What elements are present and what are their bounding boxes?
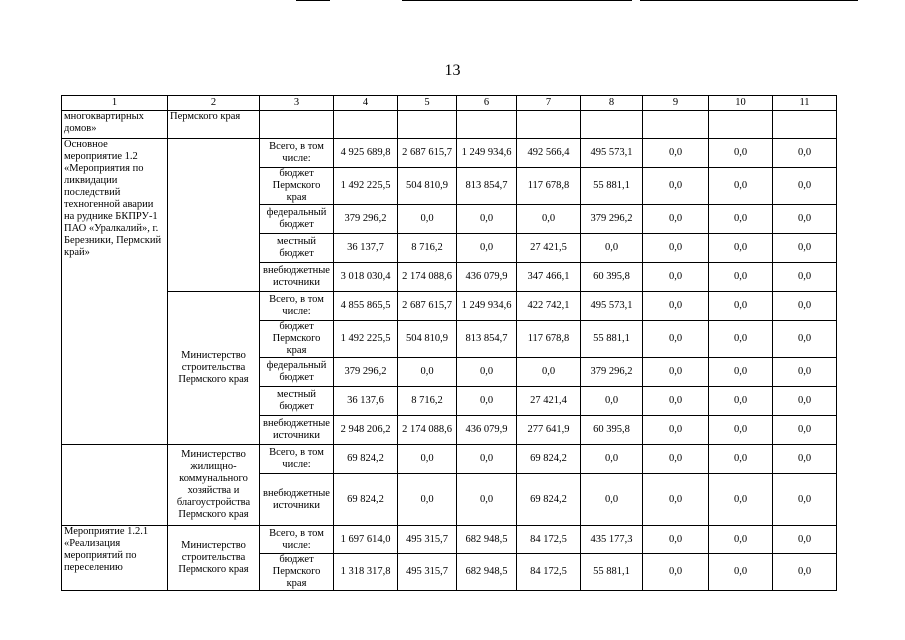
value-cell: 504 810,9 (398, 321, 457, 358)
value-cell: 495 315,7 (398, 554, 457, 591)
value-cell: 4 925 689,8 (334, 139, 398, 168)
source-cell: местный бюджет (260, 234, 334, 263)
value-cell: 1 697 614,0 (334, 526, 398, 554)
table-row (62, 526, 837, 554)
value-cell: 60 395,8 (581, 416, 643, 445)
value-cell: 60 395,8 (581, 263, 643, 292)
top-rule (402, 0, 632, 1)
value-cell: 69 824,2 (517, 445, 581, 474)
value-cell: 504 810,9 (398, 168, 457, 205)
value-cell: 0,0 (709, 416, 773, 445)
value-cell: 0,0 (773, 168, 837, 205)
value-cell: 27 421,5 (517, 234, 581, 263)
source-cell: Всего, в том числе: (260, 292, 334, 321)
value-cell: 0,0 (773, 292, 837, 321)
value-cell: 117 678,8 (517, 168, 581, 205)
value-cell: 495 573,1 (581, 139, 643, 168)
value-cell: 0,0 (457, 205, 517, 234)
value-cell: 0,0 (773, 358, 837, 387)
value-cell: 0,0 (709, 168, 773, 205)
value-cell: 0,0 (643, 416, 709, 445)
executor-cell: Министерство строительства Пермского края (168, 292, 260, 445)
value-cell: 0,0 (517, 358, 581, 387)
value-cell: 2 687 615,7 (398, 292, 457, 321)
value-cell: 422 742,1 (517, 292, 581, 321)
empty-cell (773, 111, 837, 139)
value-cell: 0,0 (643, 321, 709, 358)
value-cell: 0,0 (457, 358, 517, 387)
value-cell: 277 641,9 (517, 416, 581, 445)
value-cell: 682 948,5 (457, 554, 517, 591)
top-rule (640, 0, 858, 1)
value-cell: 0,0 (581, 234, 643, 263)
top-rule (296, 0, 330, 1)
source-cell: местный бюджет (260, 387, 334, 416)
budget-table (61, 95, 837, 591)
value-cell: 0,0 (773, 445, 837, 474)
value-cell: 0,0 (643, 234, 709, 263)
value-cell: 2 948 206,2 (334, 416, 398, 445)
header-cell: 3 (260, 96, 334, 111)
value-cell: 8 716,2 (398, 234, 457, 263)
value-cell: 1 492 225,5 (334, 168, 398, 205)
value-cell: 0,0 (773, 526, 837, 554)
value-cell: 347 466,1 (517, 263, 581, 292)
value-cell: 0,0 (398, 358, 457, 387)
executor-cell: Пермского края (168, 111, 260, 139)
value-cell: 0,0 (643, 387, 709, 416)
measure-name-cell: Мероприятие 1.2.1 «Реализация мероприятий по переселению (62, 526, 168, 591)
value-cell: 682 948,5 (457, 526, 517, 554)
value-cell: 0,0 (398, 445, 457, 474)
value-cell: 3 018 030,4 (334, 263, 398, 292)
value-cell: 492 566,4 (517, 139, 581, 168)
empty-cell (398, 111, 457, 139)
value-cell: 69 824,2 (334, 474, 398, 526)
header-cell: 10 (709, 96, 773, 111)
table-row (62, 445, 837, 474)
header-cell: 2 (168, 96, 260, 111)
value-cell: 435 177,3 (581, 526, 643, 554)
executor-cell (168, 139, 260, 292)
value-cell: 0,0 (643, 205, 709, 234)
source-cell: Всего, в том числе: (260, 526, 334, 554)
value-cell: 0,0 (457, 445, 517, 474)
value-cell: 0,0 (581, 387, 643, 416)
header-cell: 4 (334, 96, 398, 111)
header-cell: 1 (62, 96, 168, 111)
value-cell: 1 318 317,8 (334, 554, 398, 591)
value-cell: 379 296,2 (334, 358, 398, 387)
value-cell: 69 824,2 (517, 474, 581, 526)
value-cell: 0,0 (773, 474, 837, 526)
value-cell: 0,0 (773, 416, 837, 445)
value-cell: 813 854,7 (457, 168, 517, 205)
header-cell: 6 (457, 96, 517, 111)
value-cell: 2 687 615,7 (398, 139, 457, 168)
value-cell: 55 881,1 (581, 554, 643, 591)
value-cell: 0,0 (709, 358, 773, 387)
empty-cell (709, 111, 773, 139)
source-cell: внебюджетные источники (260, 474, 334, 526)
source-cell: Всего, в том числе: (260, 139, 334, 168)
value-cell: 379 296,2 (334, 205, 398, 234)
value-cell: 69 824,2 (334, 445, 398, 474)
value-cell: 0,0 (709, 387, 773, 416)
value-cell: 0,0 (773, 387, 837, 416)
value-cell: 0,0 (709, 139, 773, 168)
value-cell: 0,0 (709, 554, 773, 591)
value-cell: 36 137,7 (334, 234, 398, 263)
value-cell: 0,0 (709, 474, 773, 526)
value-cell: 0,0 (773, 554, 837, 591)
header-cell: 5 (398, 96, 457, 111)
value-cell: 1 249 934,6 (457, 292, 517, 321)
value-cell: 379 296,2 (581, 205, 643, 234)
header-cell: 9 (643, 96, 709, 111)
value-cell: 1 492 225,5 (334, 321, 398, 358)
empty-cell (581, 111, 643, 139)
value-cell: 0,0 (643, 554, 709, 591)
value-cell: 55 881,1 (581, 168, 643, 205)
table-row (62, 139, 837, 168)
value-cell: 0,0 (517, 205, 581, 234)
value-cell: 0,0 (457, 474, 517, 526)
source-cell: бюджет Пермского края (260, 554, 334, 591)
source-cell: бюджет Пермского края (260, 321, 334, 358)
value-cell: 813 854,7 (457, 321, 517, 358)
source-cell: федеральный бюджет (260, 358, 334, 387)
value-cell: 0,0 (709, 321, 773, 358)
value-cell: 0,0 (457, 387, 517, 416)
value-cell: 4 855 865,5 (334, 292, 398, 321)
value-cell: 0,0 (709, 445, 773, 474)
value-cell: 436 079,9 (457, 416, 517, 445)
value-cell: 495 315,7 (398, 526, 457, 554)
measure-name-cell: многоквартирных домов» (62, 111, 168, 139)
header-cell: 7 (517, 96, 581, 111)
measure-name-cell (62, 445, 168, 526)
value-cell: 27 421,4 (517, 387, 581, 416)
value-cell: 2 174 088,6 (398, 263, 457, 292)
empty-cell (457, 111, 517, 139)
value-cell: 0,0 (709, 526, 773, 554)
executor-cell: Министерство строительства Пермского края (168, 526, 260, 591)
value-cell: 0,0 (643, 168, 709, 205)
executor-cell: Министерство жилищно-коммунального хозяйства и благоустройства Пермского края (168, 445, 260, 526)
source-cell: федеральный бюджет (260, 205, 334, 234)
value-cell: 0,0 (581, 445, 643, 474)
value-cell: 0,0 (398, 474, 457, 526)
value-cell: 1 249 934,6 (457, 139, 517, 168)
value-cell: 436 079,9 (457, 263, 517, 292)
value-cell: 0,0 (643, 474, 709, 526)
source-cell: Всего, в том числе: (260, 445, 334, 474)
value-cell: 0,0 (709, 205, 773, 234)
empty-cell (517, 111, 581, 139)
header-row (62, 96, 837, 111)
header-cell: 11 (773, 96, 837, 111)
value-cell: 0,0 (643, 263, 709, 292)
value-cell: 0,0 (773, 139, 837, 168)
table-row (62, 111, 837, 139)
page-number: 13 (444, 62, 461, 79)
value-cell: 379 296,2 (581, 358, 643, 387)
value-cell: 117 678,8 (517, 321, 581, 358)
value-cell: 0,0 (581, 474, 643, 526)
value-cell: 2 174 088,6 (398, 416, 457, 445)
value-cell: 0,0 (773, 205, 837, 234)
header-cell: 8 (581, 96, 643, 111)
table-row (62, 292, 837, 321)
value-cell: 0,0 (643, 358, 709, 387)
value-cell: 0,0 (643, 139, 709, 168)
value-cell: 55 881,1 (581, 321, 643, 358)
value-cell: 0,0 (773, 321, 837, 358)
value-cell: 36 137,6 (334, 387, 398, 416)
value-cell: 0,0 (643, 292, 709, 321)
value-cell: 0,0 (457, 234, 517, 263)
value-cell: 0,0 (643, 445, 709, 474)
source-cell: бюджет Пермского края (260, 168, 334, 205)
value-cell: 84 172,5 (517, 554, 581, 591)
value-cell: 0,0 (398, 205, 457, 234)
source-cell: внебюджетные источники (260, 263, 334, 292)
value-cell: 0,0 (643, 526, 709, 554)
value-cell: 0,0 (709, 292, 773, 321)
measure-name-cell: Основное мероприятие 1.2 «Мероприятия по ликвидации последствий техногенной аварии на руднике БКПРУ-1 ПАО «Уралкалий», г. Березники, Пермский край» (62, 139, 168, 445)
value-cell: 8 716,2 (398, 387, 457, 416)
value-cell: 84 172,5 (517, 526, 581, 554)
value-cell: 0,0 (709, 234, 773, 263)
value-cell: 0,0 (773, 263, 837, 292)
empty-cell (334, 111, 398, 139)
source-cell: внебюджетные источники (260, 416, 334, 445)
value-cell: 495 573,1 (581, 292, 643, 321)
empty-cell (260, 111, 334, 139)
value-cell: 0,0 (709, 263, 773, 292)
empty-cell (643, 111, 709, 139)
value-cell: 0,0 (773, 234, 837, 263)
